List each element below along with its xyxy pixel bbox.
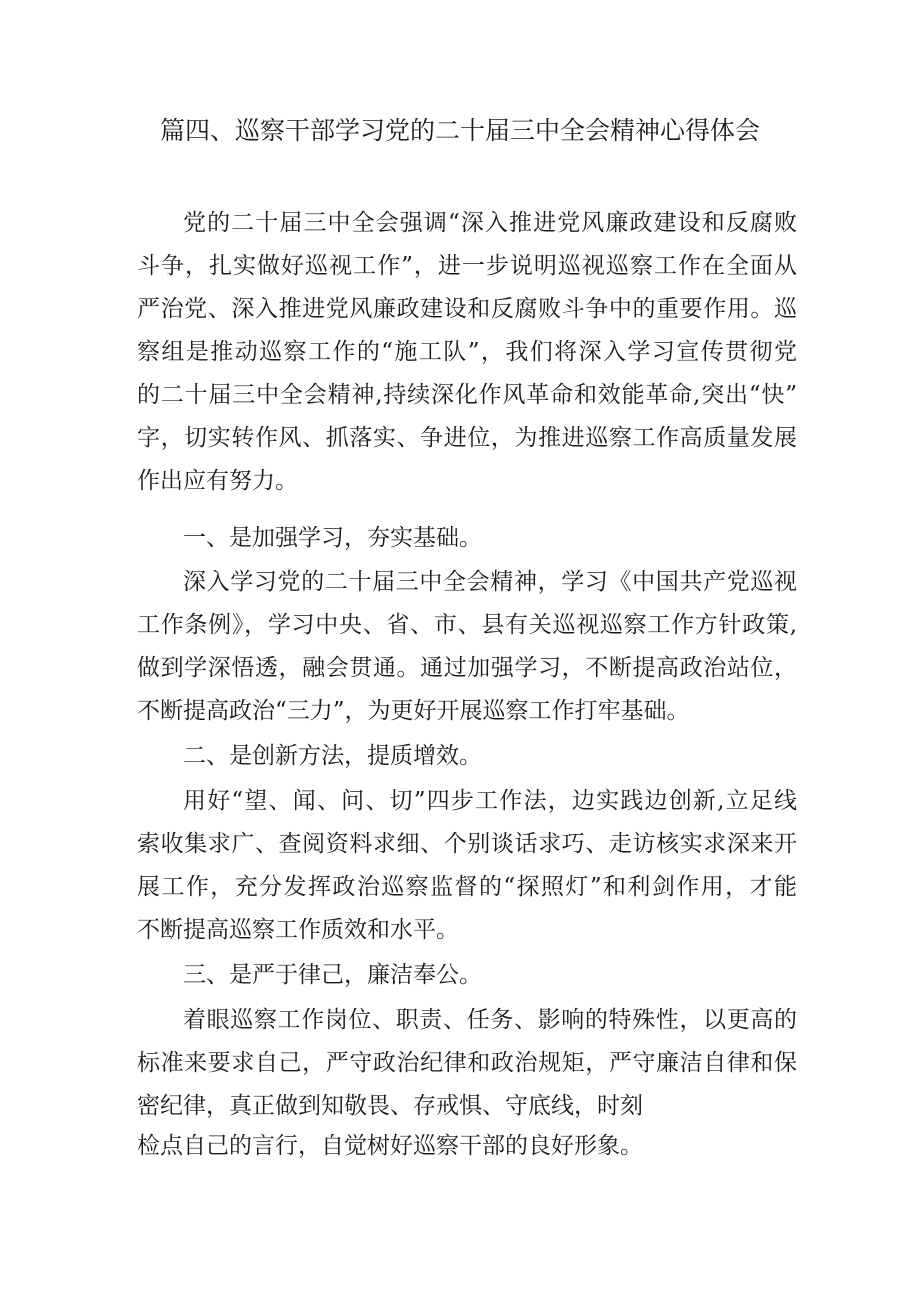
- document-title: 篇四、巡察干部学习党的二十届三中全会精神心得体会: [159, 116, 760, 145]
- paragraph-line: 字，切实转作风、抓落实、争进位，为推进巡察工作高质量发展: [137, 425, 797, 451]
- paragraph-line: 索收集求广、查阅资料求细、个别谈话求巧、走访核实求深来开: [137, 831, 797, 857]
- paragraph-line: 深入学习党的二十届三中全会精神，学习《中国共产党巡视: [183, 569, 797, 595]
- paragraph-line: 密纪律，真正做到知敬畏、存戒惧、守底线，时刻: [137, 1093, 643, 1119]
- paragraph-line: 着眼巡察工作岗位、职责、任务、影响的特殊性，以更高的: [183, 1007, 797, 1033]
- section-heading: 三、是严于律己，廉洁奉公。: [183, 962, 482, 988]
- paragraph-line: 检点自己的言行，自觉树好巡察干部的良好形象。: [137, 1133, 643, 1159]
- paragraph-line: 察组是推动巡察工作的“施工队”，我们将深入学习宣传贯彻党: [137, 339, 797, 365]
- paragraph-line: 严治党、深入推进党风廉政建设和反腐败斗争中的重要作用。巡: [137, 296, 797, 322]
- paragraph-line: 作出应有努力。: [137, 468, 298, 494]
- paragraph-line: 标准来要求自己，严守政治纪律和政治规矩，严守廉洁自律和保: [137, 1050, 797, 1076]
- paragraph-line: 不断提高政治“三力”，为更好开展巡察工作打牢基础。: [137, 698, 690, 724]
- section-heading: 二、是创新方法，提质增效。: [183, 743, 482, 769]
- paragraph-line: 斗争，扎实做好巡视工作”，进一步说明巡视巡察工作在全面从: [137, 253, 797, 279]
- paragraph-line: 不断提高巡察工作质效和水平。: [137, 917, 459, 943]
- section-heading: 一、是加强学习，夯实基础。: [183, 525, 482, 551]
- paragraph-line: 工作条例》，学习中央、省、市、县有关巡视巡察工作方针政策,: [137, 612, 797, 638]
- paragraph-line: 用好“望、闻、问、切”四步工作法，边实践边创新,立足线: [183, 788, 797, 814]
- paragraph-line: 党的二十届三中全会强调“深入推进党风廉政建设和反腐败: [183, 210, 797, 236]
- paragraph-line: 的二十届三中全会精神,持续深化作风革命和效能革命,突出“快”: [137, 382, 797, 408]
- paragraph-line: 展工作，充分发挥政治巡察监督的“探照灯”和利剑作用，才能: [137, 874, 797, 900]
- paragraph-line: 做到学深悟透，融会贯通。通过加强学习，不断提高政治站位，: [137, 655, 797, 681]
